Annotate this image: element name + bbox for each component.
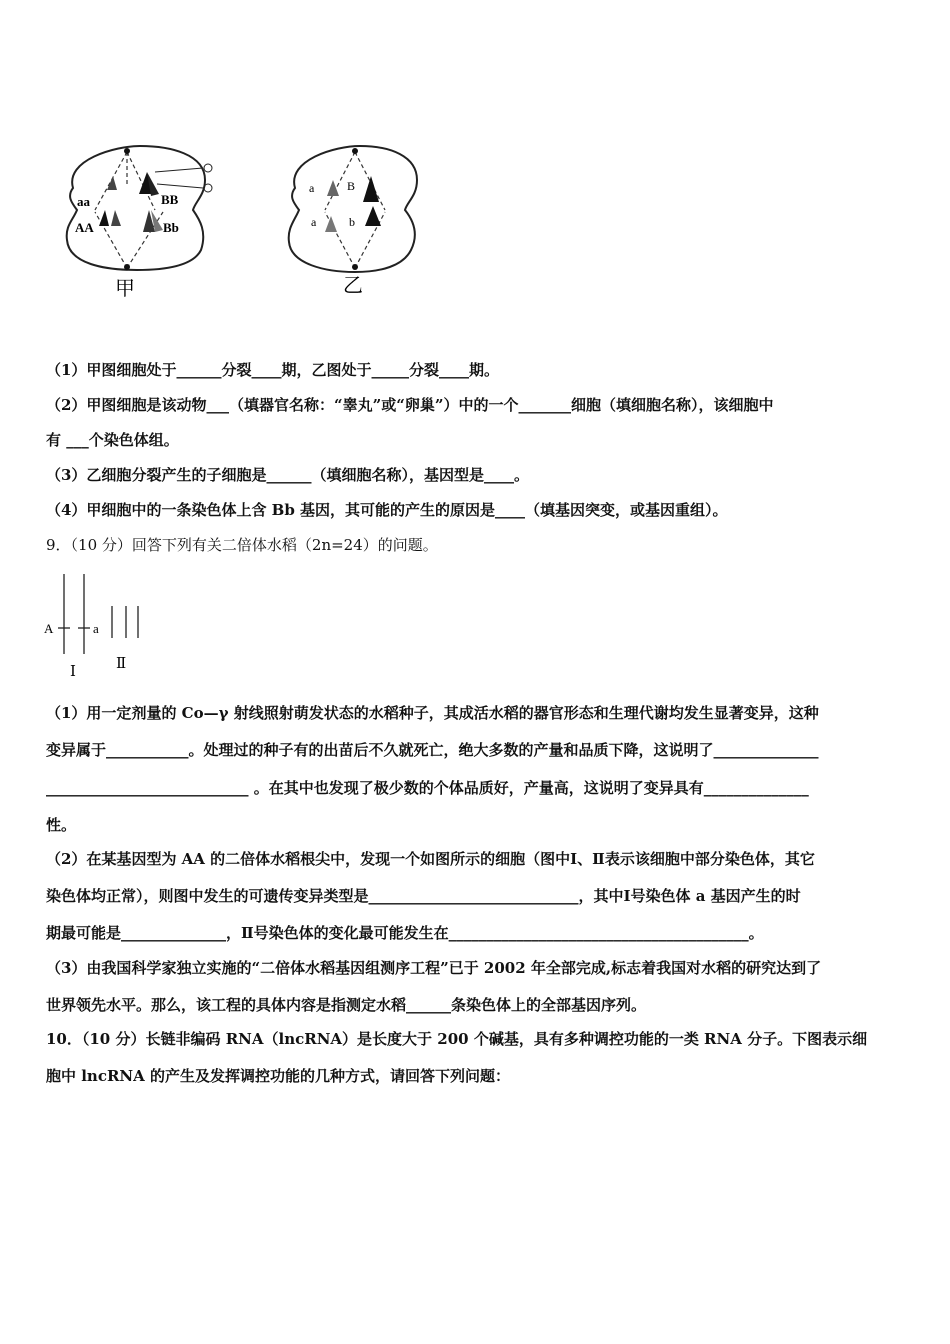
q9-line-6: 染色体均正常），则图中发生的可遗传变异类型是____________________________，其中Ⅰ号染色体 a 基因产生的时 [46, 887, 801, 905]
gene-label-Bb: Bb [163, 220, 179, 235]
q9-line-4: 性。 [46, 816, 77, 834]
q9-line-5: （2）在某基因型为 AA 的二倍体水稻根尖中，发现一个如图所示的细胞（图中Ⅰ、Ⅱ表示该细胞中部分染色体，其它 [46, 850, 815, 868]
gene-label-b: b [349, 215, 355, 229]
cell-jia-spindle [95, 152, 163, 268]
cell-division-figure [55, 140, 435, 300]
cell-jia-centriole-bottom [124, 264, 130, 270]
q9-line-8: （3）由我国科学家独立实施的“二倍体水稻基因组测序工程”已于 2002 年全部完成,标志着我国对水稻的研究达到了 [46, 959, 822, 977]
q10-line-1: 10．（10 分）长链非编码 RNA（lncRNA）是长度大于 200 个碱基，具有多种调控功能的一类 RNA 分子。下图表示细 [46, 1030, 868, 1048]
q8-line-3: 有 ___个染色体组。 [46, 431, 179, 449]
chromosome-label-II: Ⅱ [116, 656, 127, 672]
chromosome-figure [40, 570, 160, 682]
chromosome-label-A: A [44, 621, 54, 636]
cell-jia-chromosomes [99, 172, 163, 232]
q9-line-2: 变异属于___________。处理过的种子有的出苗后不久就死亡，绝大多数的产量和品质下降，这说明了______________ [46, 741, 819, 759]
gene-label-aa: aa [77, 194, 90, 209]
gene-label-a-upper: a [309, 181, 315, 195]
cell-jia-centriole-top [124, 148, 130, 154]
q8-line-2: （2）甲图细胞是该动物___（填器官名称：“睾丸”或“卵巢”）中的一个_______细胞（填细胞名称），该细胞中 [46, 396, 774, 414]
cell-yi-membrane [289, 146, 417, 272]
q9-line-1: （1）用一定剂量的 Co—γ 射线照射萌发状态的水稻种子，其成活水稻的器官形态和生理代谢均发生显著变异，这种 [46, 704, 819, 722]
chromosome-label-a: a [93, 621, 99, 636]
q8-line-1: （1）甲图细胞处于______分裂____期，乙图处于_____分裂____期。 [46, 361, 499, 379]
q9-header: 9．（10 分）回答下列有关二倍体水稻（2n=24）的问题。 [46, 536, 438, 554]
cell-yi-spindle [325, 152, 385, 268]
q8-line-4: （3）乙细胞分裂产生的子细胞是______（填细胞名称），基因型是____。 [46, 466, 529, 484]
chromosome-label-I: Ⅰ [70, 664, 76, 680]
gene-label-B: B [347, 179, 356, 193]
q8-line-5: （4）甲细胞中的一条染色体上含 Bb 基因，其可能的产生的原因是____（填基因突变，或基因重组）。 [46, 501, 728, 519]
cell-yi-centriole-top [352, 148, 358, 154]
q9-line-9: 世界领先水平。那么，该工程的具体内容是指测定水稻______条染色体上的全部基因序列。 [46, 996, 647, 1014]
gene-label-BB: BB [161, 192, 179, 207]
cell-jia-caption: 甲 [115, 278, 135, 300]
cell-yi-centriole-bottom [352, 264, 358, 270]
q9-line-3: ___________________________ 。在其中也发现了极少数的个体品质好，产量高，这说明了变异具有______________ [46, 779, 809, 797]
gene-label-AA: AA [75, 220, 94, 235]
cell-yi-caption: 乙 [343, 275, 363, 297]
q10-line-2: 胞中 lncRNA 的产生及发挥调控功能的几种方式，请回答下列问题： [46, 1067, 510, 1085]
gene-label-a-lower: a [311, 215, 317, 229]
q9-line-7: 期最可能是______________，Ⅱ号染色体的变化最可能发生在________________________________________。 [46, 924, 764, 942]
